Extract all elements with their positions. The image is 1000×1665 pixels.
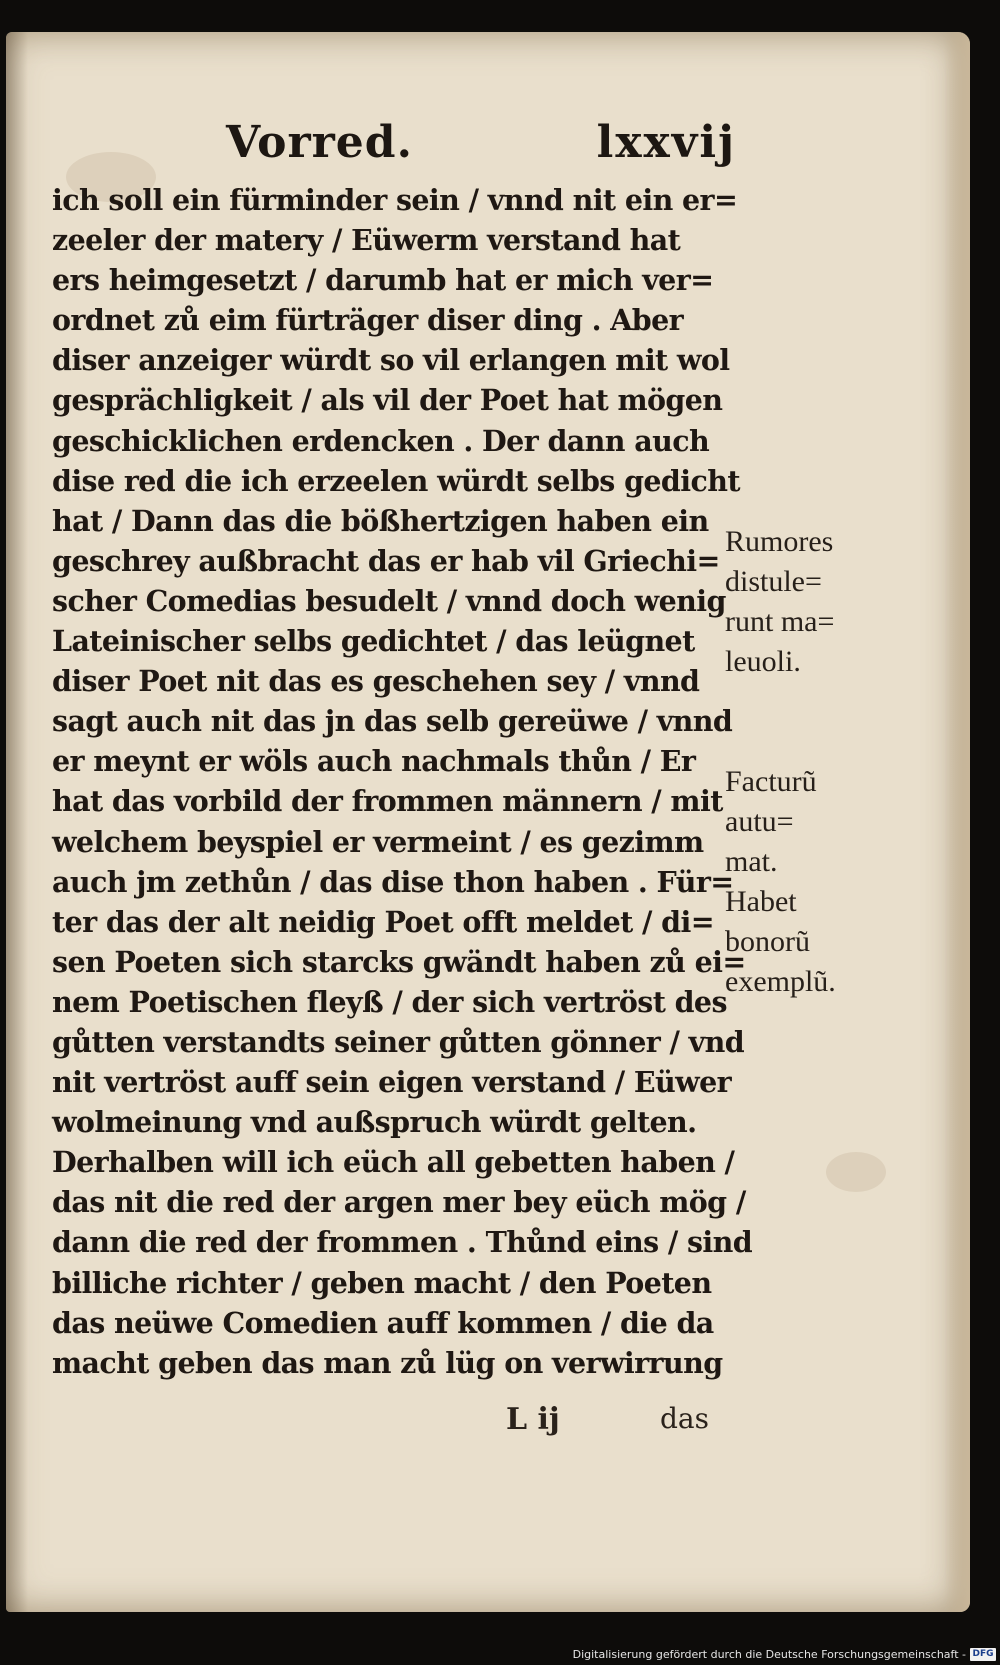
signature-mark: L ij: [506, 1402, 560, 1437]
page-header: [226, 117, 736, 177]
marginal-note-line: exemplũ.: [725, 965, 836, 998]
marginal-note-line: leuoli.: [725, 645, 801, 678]
text-line: sen Poeten sich starcks gwändt haben zů ei=: [52, 944, 746, 979]
marginal-note-line: mat.: [725, 845, 778, 878]
folio-number: lxxvij: [596, 117, 736, 168]
text-line: zeeler der matery / Eüwerm verstand hat: [52, 223, 681, 258]
text-line: billiche richter / geben macht / den Poeten: [52, 1265, 712, 1300]
text-line: ter das der alt neidig Poet offt meldet / di=: [52, 904, 714, 939]
book-page: [6, 32, 970, 1612]
marginal-note-line: Rumores: [725, 525, 834, 558]
text-line: geschicklichen erdencken . Der dann auch: [52, 423, 710, 458]
text-line: gůtten verstandts seiner gůtten gönner / vnd: [52, 1024, 745, 1059]
page-edge-shadow: [944, 32, 970, 1612]
text-line: welchem beyspiel er vermeint / es gezimm: [52, 824, 704, 859]
text-line: geschrey außbracht das er hab vil Griechi=: [52, 543, 720, 578]
text-line: macht geben das man zů lüg on verwirrung: [52, 1345, 723, 1380]
text-line: hat das vorbild der frommen männern / mit: [52, 784, 723, 819]
text-line: ich soll ein fürminder sein / vnnd nit ein er=: [52, 183, 738, 217]
catchword: das: [660, 1402, 709, 1435]
text-line: gesprächligkeit / als vil der Poet hat mögen: [52, 383, 723, 418]
text-line: dise red die ich erzeelen würdt selbs gedicht: [52, 463, 740, 498]
signature-line: [6, 1402, 722, 1442]
text-line: ordnet zů eim fürträger diser ding . Aber: [52, 303, 684, 338]
marginal-note-line: autu=: [725, 805, 794, 838]
dfg-logo: DFG: [970, 1648, 996, 1661]
text-line: Lateinischer selbs gedichtet / das leügnet: [52, 624, 695, 659]
marginal-note-line: bonorũ: [725, 925, 810, 958]
marginal-note: [725, 522, 895, 682]
text-line: hat / Dann das die bößhertzigen haben ein: [52, 503, 709, 538]
text-line: ers heimgesetzt / darumb hat er mich ver=: [52, 263, 714, 298]
marginal-note: [725, 762, 895, 1002]
funding-credit: Digitalisierung gefördert durch die Deutsche Forschungsgemeinschaft -: [572, 1648, 966, 1661]
text-line: diser Poet nit das es geschehen sey / vnnd: [52, 664, 700, 699]
running-head: Vorred.: [226, 117, 413, 168]
marginal-note-line: Facturũ: [725, 765, 817, 798]
text-line: sagt auch nit das jn das selb gereüwe / vnnd: [52, 704, 733, 739]
footer-bar: [0, 1641, 1000, 1665]
text-line: das nit die red der argen mer bey eüch mög /: [52, 1185, 746, 1220]
marginal-note-line: distule=: [725, 565, 822, 598]
text-line: scher Comedias besudelt / vnnd doch wenig: [52, 583, 726, 618]
text-line: diser anzeiger würdt so vil erlangen mit wol: [52, 343, 730, 378]
text-line: er meynt er wöls auch nachmals thůn / Er: [52, 744, 696, 779]
text-line: nit vertröst auff sein eigen verstand / Eüwer: [52, 1065, 732, 1100]
text-line: das neüwe Comedien auff kommen / die da: [52, 1305, 714, 1340]
text-line: Derhalben will ich eüch all gebetten haben /: [52, 1145, 735, 1180]
text-line: wolmeinung vnd außspruch würdt gelten.: [52, 1105, 697, 1140]
marginal-note-line: runt ma=: [725, 605, 835, 638]
marginal-note-line: Habet: [725, 885, 797, 918]
text-line: nem Poetischen fleyß / der sich vertröst des: [52, 984, 727, 1019]
text-line: dann die red der frommen . Thůnd eins / sind: [52, 1225, 753, 1260]
main-text-block: [52, 180, 753, 1383]
text-line: auch jm zethůn / das dise thon haben . Für=: [52, 864, 734, 899]
paper-stain: [826, 1152, 886, 1192]
